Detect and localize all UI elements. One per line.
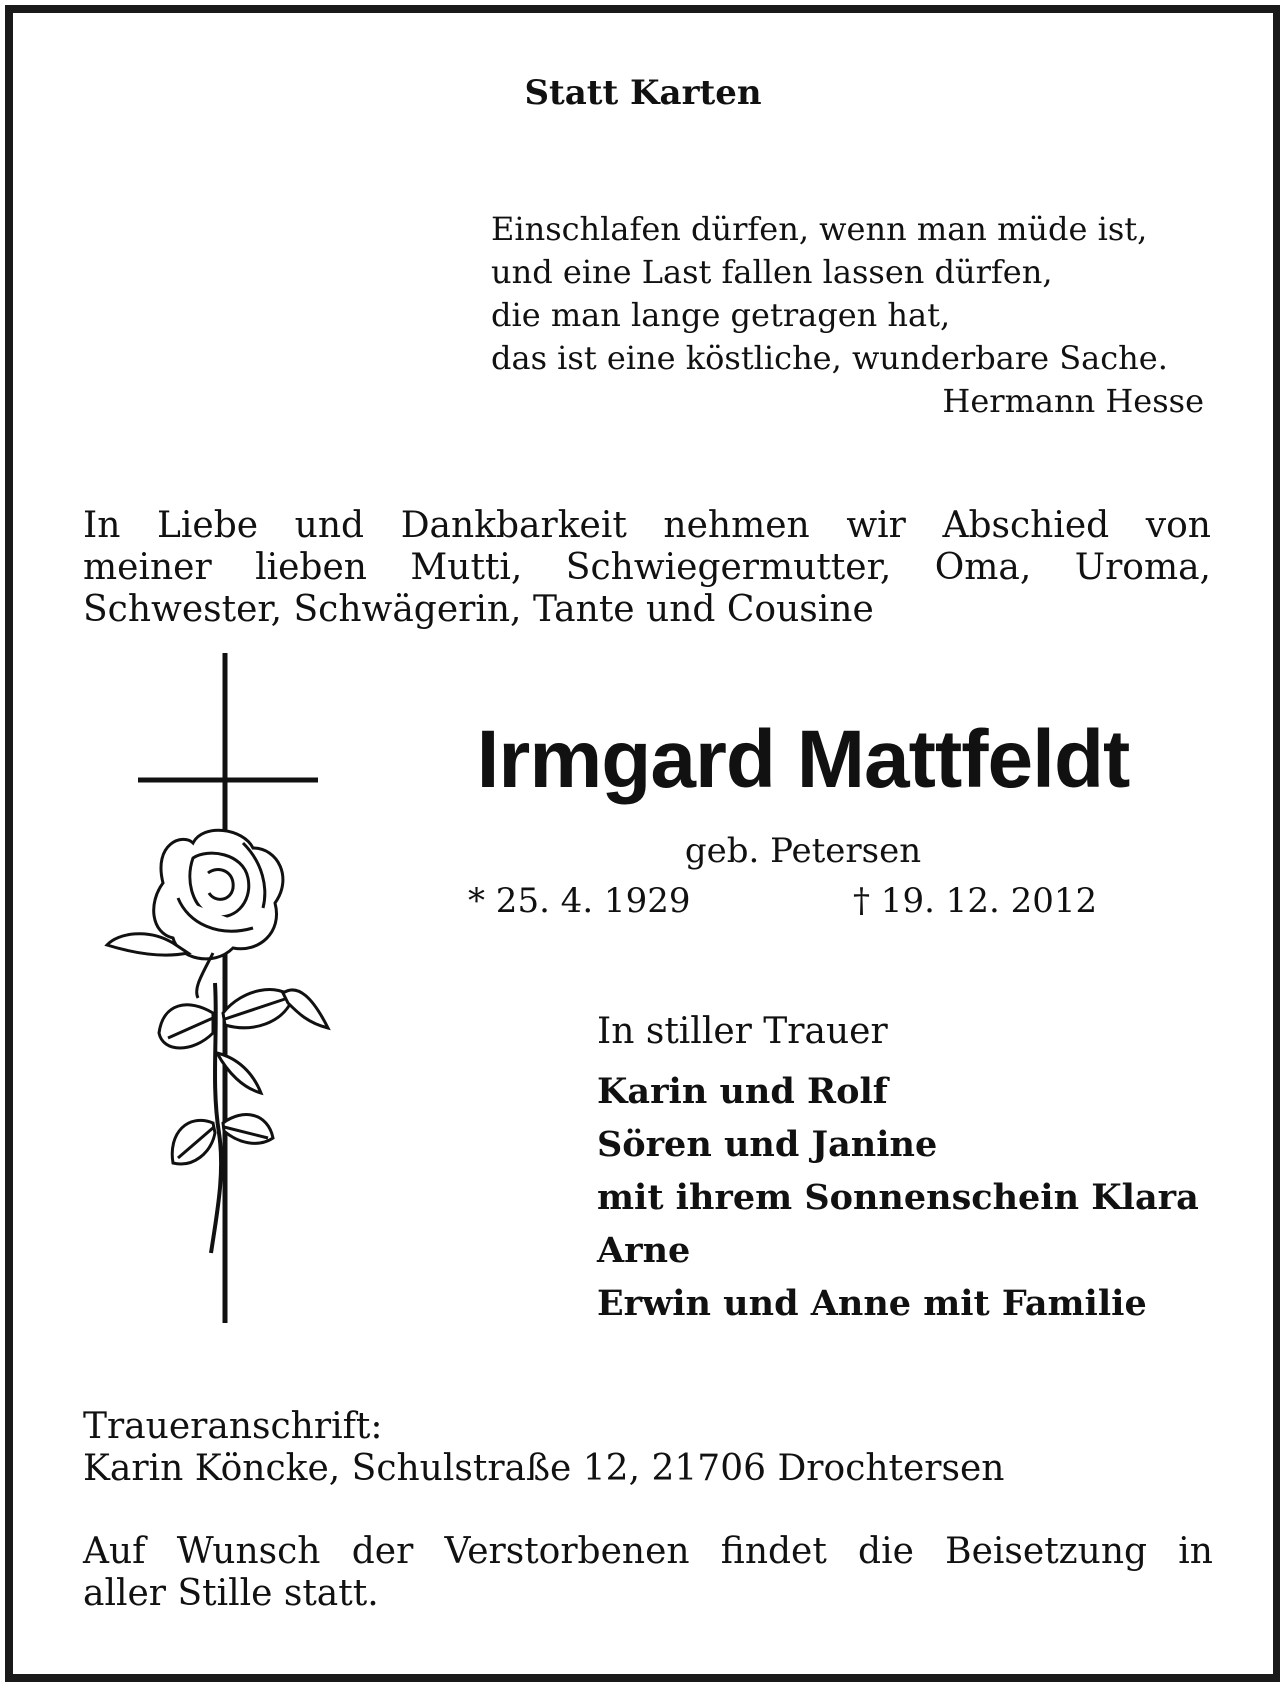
poem — [491, 208, 1211, 423]
death-date: † 19. 12. 2012 — [853, 881, 1098, 921]
obituary-frame — [5, 5, 1280, 1682]
maiden-name: geb. Petersen — [684, 831, 922, 871]
intro-text — [83, 505, 1211, 631]
poem-line: das ist eine köstliche, wunderbare Sache. — [491, 339, 1168, 377]
intro-line: meiner lieben Mutti, Schwiegermutter, Oma, Uroma, — [83, 547, 1211, 588]
header-title: Statt Karten — [524, 73, 762, 113]
mourning-heading: In stiller Trauer — [597, 1011, 888, 1052]
mourner-name: Karin und Rolf — [597, 1071, 888, 1112]
intro-line: Schwester, Schwägerin, Tante und Cousine — [83, 589, 874, 630]
deceased-name: Irmgard Mattfeldt — [476, 714, 1130, 805]
mourner-name: Arne — [597, 1230, 691, 1271]
cross-with-rose-icon — [93, 653, 353, 1323]
burial-note — [83, 1531, 1213, 1615]
poem-line: und eine Last fallen lassen dürfen, — [491, 253, 1053, 291]
mourners-list — [597, 1065, 1199, 1330]
mourner-name: mit ihrem Sonnenschein Klara — [597, 1177, 1199, 1218]
note-line: Auf Wunsch der Verstorbenen findet die Beisetzung in — [83, 1531, 1213, 1572]
birth-date: * 25. 4. 1929 — [468, 881, 691, 921]
note-line: aller Stille statt. — [83, 1573, 379, 1614]
address-value: Karin Köncke, Schulstraße 12, 21706 Drochtersen — [83, 1448, 1005, 1489]
poem-author: Hermann Hesse — [942, 382, 1204, 420]
intro-line: In Liebe und Dankbarkeit nehmen wir Abschied von — [83, 505, 1211, 546]
mourner-name: Erwin und Anne mit Familie — [597, 1283, 1147, 1324]
poem-line: Einschlafen dürfen, wenn man müde ist, — [491, 210, 1148, 248]
mourner-name: Sören und Janine — [597, 1124, 938, 1165]
address-label: Traueranschrift: — [83, 1406, 383, 1447]
poem-line: die man lange getragen hat, — [491, 296, 951, 334]
mourning-address — [83, 1406, 1004, 1490]
